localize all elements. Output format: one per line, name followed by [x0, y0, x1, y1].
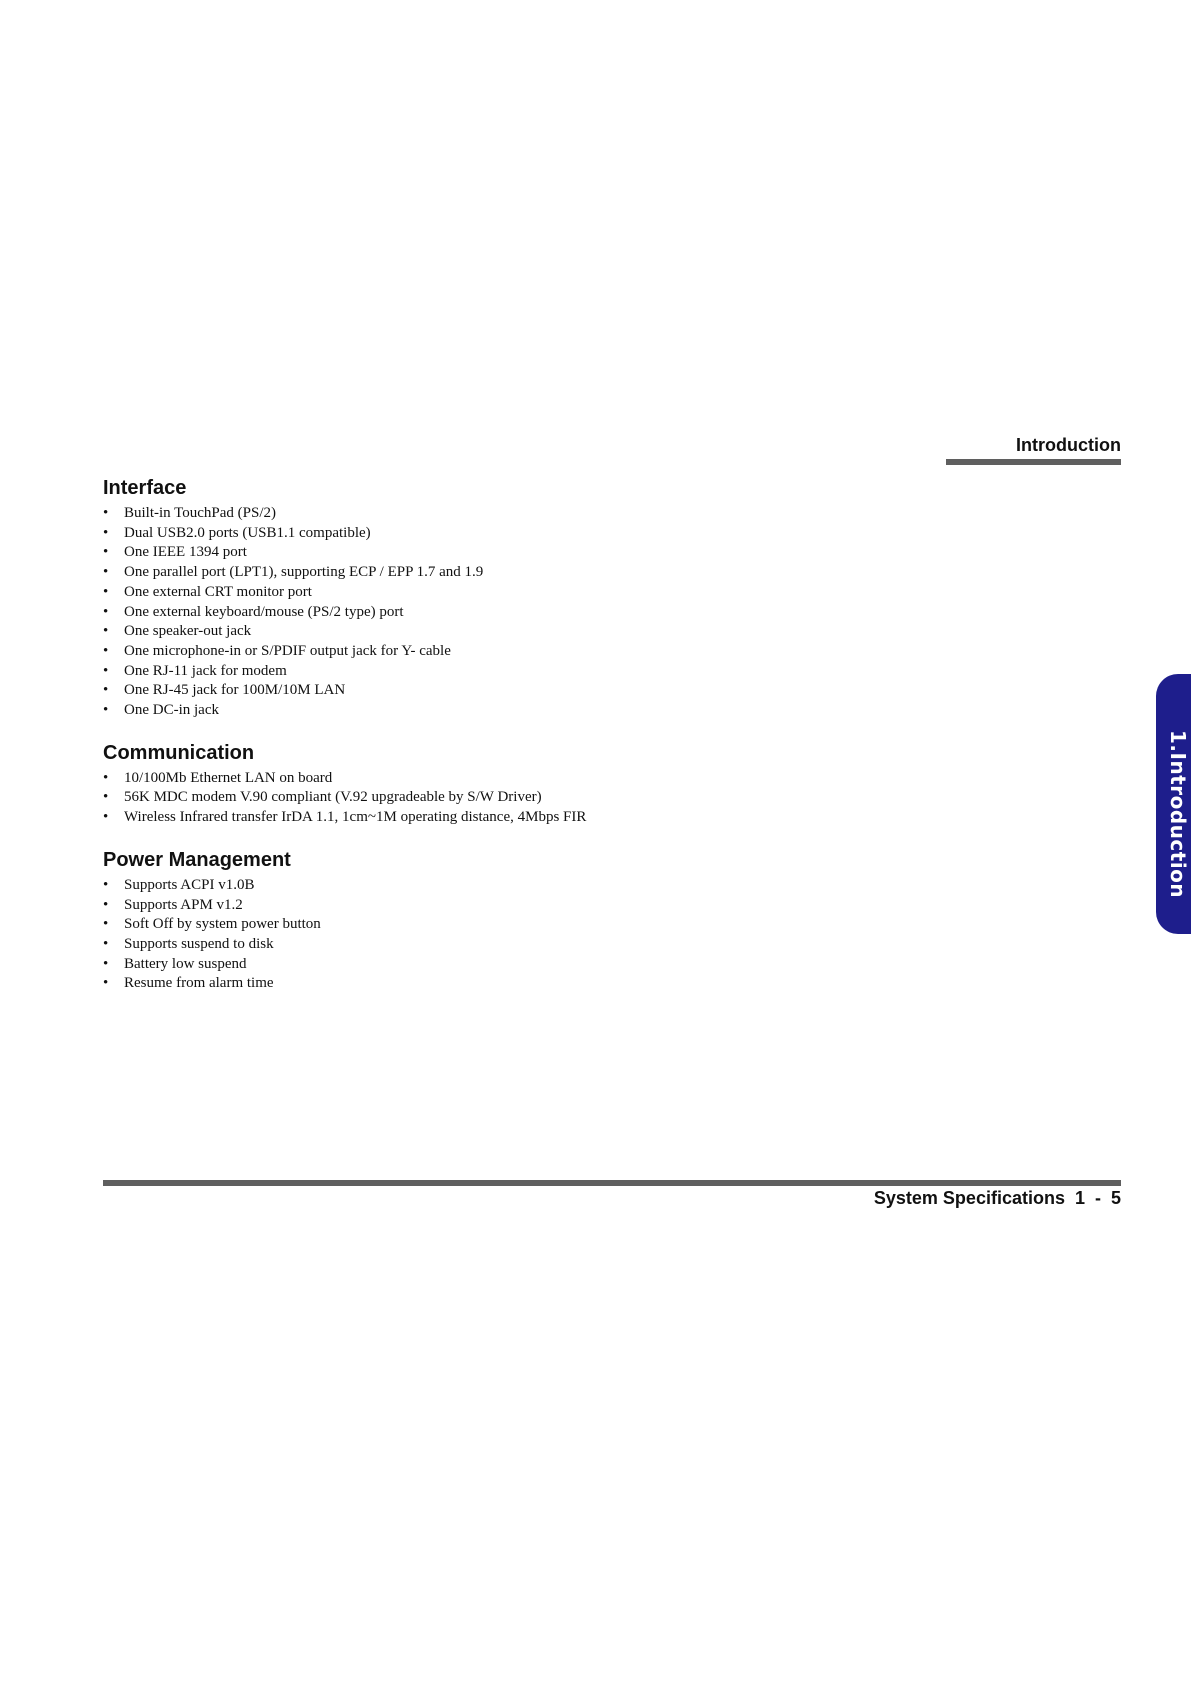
bullet-icon: • — [103, 769, 109, 786]
footer-rule — [103, 1180, 1121, 1186]
list-item — [103, 701, 1003, 721]
bullet-icon: • — [103, 789, 109, 806]
section-title-interface: Interface — [103, 477, 187, 499]
list-item — [103, 622, 1003, 642]
list-item-text: One speaker-out jack — [124, 623, 252, 640]
bullet-icon: • — [103, 662, 109, 679]
bullet-icon: • — [103, 564, 109, 581]
list-item — [103, 955, 1003, 975]
list-item — [103, 808, 1003, 828]
bullet-icon: • — [103, 583, 109, 600]
section-power-management — [103, 848, 1003, 994]
list-item — [103, 896, 1003, 916]
list-item — [103, 504, 1003, 524]
list-item-text: One DC-in jack — [124, 702, 219, 719]
bullet-icon: • — [103, 505, 109, 521]
list-item-text: Resume from alarm time — [124, 975, 274, 992]
list-item-text: One microphone-in or S/PDIF output jack for Y- cable — [124, 642, 451, 659]
section-interface — [103, 476, 1003, 721]
list-item-text: Supports APM v1.2 — [124, 896, 243, 913]
bullet-icon: • — [103, 975, 109, 992]
bullet-icon: • — [103, 955, 109, 972]
list-item-text: One IEEE 1394 port — [124, 544, 247, 561]
communication-list — [103, 769, 1003, 828]
list-item — [103, 642, 1003, 662]
list-item — [103, 681, 1003, 701]
header-rule — [946, 459, 1121, 465]
page-content — [103, 476, 1003, 1014]
list-item — [103, 563, 1003, 583]
list-item-text: Built-in TouchPad (PS/2) — [124, 505, 277, 521]
list-item — [103, 769, 1003, 789]
list-item-text: One external keyboard/mouse (PS/2 type) port — [124, 603, 404, 620]
list-item-text: One RJ-11 jack for modem — [124, 662, 287, 679]
list-item-text: Supports suspend to disk — [124, 935, 274, 952]
list-item-text: One parallel port (LPT1), supporting ECP / EPP 1.7 and 1.9 — [124, 564, 484, 581]
bullet-icon: • — [103, 524, 109, 541]
list-item — [103, 583, 1003, 603]
power-management-list — [103, 876, 1003, 994]
page-footer: System Specifications 1 - 5 — [873, 1188, 1121, 1208]
list-item — [103, 524, 1003, 544]
interface-list — [103, 504, 1003, 721]
list-item-text: Soft Off by system power button — [124, 916, 321, 933]
page-header-title: Introduction — [1016, 435, 1121, 455]
list-item-text: One external CRT monitor port — [124, 583, 312, 600]
list-item-text: Dual USB2.0 ports (USB1.1 compatible) — [124, 524, 371, 541]
list-item — [103, 603, 1003, 623]
bullet-icon: • — [103, 876, 109, 893]
bullet-icon: • — [103, 935, 109, 952]
section-communication — [103, 741, 1003, 828]
bullet-icon: • — [103, 896, 109, 913]
list-item-text: Battery low suspend — [124, 955, 247, 972]
bullet-icon: • — [103, 809, 109, 826]
chapter-side-tab-label: 1.Introduction — [1166, 730, 1190, 899]
list-item — [103, 662, 1003, 682]
list-item — [103, 915, 1003, 935]
list-item-text: One RJ-45 jack for 100M/10M LAN — [124, 682, 346, 699]
list-item — [103, 788, 1003, 808]
bullet-icon: • — [103, 642, 109, 659]
bullet-icon: • — [103, 603, 109, 620]
bullet-icon: • — [103, 702, 109, 719]
list-item-text: 56K MDC modem V.90 compliant (V.92 upgradeable by S/W Driver) — [124, 789, 542, 806]
list-item — [103, 543, 1003, 563]
bullet-icon: • — [103, 682, 109, 699]
list-item-text: Wireless Infrared transfer IrDA 1.1, 1cm~1M operating distance, 4Mbps FIR — [124, 809, 587, 826]
list-item — [103, 876, 1003, 896]
bullet-icon: • — [103, 623, 109, 640]
list-item — [103, 935, 1003, 955]
bullet-icon: • — [103, 916, 109, 933]
bullet-icon: • — [103, 544, 109, 561]
section-title-power-management: Power Management — [103, 848, 291, 871]
list-item — [103, 974, 1003, 994]
section-title-communication: Communication — [103, 741, 255, 764]
list-item-text: 10/100Mb Ethernet LAN on board — [124, 769, 333, 786]
list-item-text: Supports ACPI v1.0B — [124, 876, 255, 893]
